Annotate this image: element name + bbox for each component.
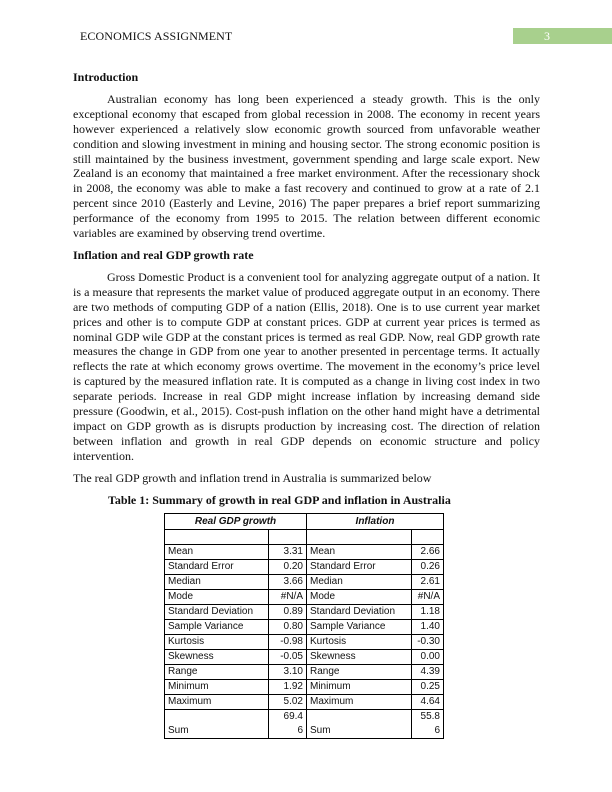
gdp-stat-value: 3.10 (269, 665, 307, 680)
gdp-stat-value: 5.02 (269, 695, 307, 710)
table-header-inflation: Inflation (307, 514, 444, 530)
gdp-stat-value: 0.89 (269, 605, 307, 620)
gdp-stat-value: 0.20 (269, 560, 307, 575)
inflation-stat-value: -0.30 (412, 635, 444, 650)
gdp-stat-label: Kurtosis (165, 635, 269, 650)
table-row (165, 650, 444, 665)
inflation-stat-value: 1.18 (412, 605, 444, 620)
gdp-stat-value: 69.46 (269, 710, 307, 739)
table-row (165, 710, 444, 739)
inflation-stat-label: Skewness (307, 650, 412, 665)
summary-line: The real GDP growth and inflation trend in Australia is summarized below (73, 470, 432, 485)
inflation-stat-label: Median (307, 575, 412, 590)
document-body (73, 70, 540, 739)
gdp-stat-label: Skewness (165, 650, 269, 665)
table-row (165, 680, 444, 695)
inflation-stat-label: Minimum (307, 680, 412, 695)
table-row (165, 665, 444, 680)
gdp-stat-label: Minimum (165, 680, 269, 695)
gdp-stat-value: 0.80 (269, 620, 307, 635)
table-row (165, 575, 444, 590)
gdp-stat-value: -0.98 (269, 635, 307, 650)
inflation-stat-label: Range (307, 665, 412, 680)
inflation-stat-value: 0.26 (412, 560, 444, 575)
gdp-stat-value: 1.92 (269, 680, 307, 695)
table-empty-row (165, 530, 444, 545)
inflation-stat-value: #N/A (412, 590, 444, 605)
table-row (165, 590, 444, 605)
table-row (165, 605, 444, 620)
inflation-stat-label: Sum (307, 710, 412, 739)
inflation-stat-value: 0.25 (412, 680, 444, 695)
running-header: ECONOMICS ASSIGNMENT (80, 29, 233, 43)
introduction-paragraph: Australian economy has long been experienced a steady growth. This is the only exceptional economy that escaped from global recession in 2008. The economy in recent years however experienced a relatively slow economic growth sourced from unfavorable weather condition and slowing investment in mining and housing sector. The strong economic position is still maintained by the business investment, government spending and large scale export. New Zealand is an economy that maintained a free market environment. After the recessionary shock in 2008, the economy was able to make a fast recovery and continued to grow at a rate of 2.1 percent since 2010 (Easterly and Levine, 2016) The paper prepares a brief report summarizing performance of the economy from 1995 to 2015. The relation between different economic variables are examined by observing trend overtime. (73, 91, 540, 241)
inflation-stat-label: Mean (307, 545, 412, 560)
inflation-stat-value: 0.00 (412, 650, 444, 665)
gdp-stat-label: Range (165, 665, 269, 680)
inflation-stat-value: 4.64 (412, 695, 444, 710)
gdp-stat-label: Mean (165, 545, 269, 560)
gdp-stat-value: 3.31 (269, 545, 307, 560)
gdp-stat-label: Sum (165, 710, 269, 739)
inflation-stat-label: Mode (307, 590, 412, 605)
gdp-stat-label: Standard Error (165, 560, 269, 575)
gdp-stat-label: Maximum (165, 695, 269, 710)
inflation-stat-label: Maximum (307, 695, 412, 710)
inflation-stat-value: 4.39 (412, 665, 444, 680)
summary-stats-table (164, 513, 444, 739)
inflation-stat-label: Standard Deviation (307, 605, 412, 620)
inflation-stat-label: Sample Variance (307, 620, 412, 635)
page-number-badge: 3 (513, 28, 612, 44)
inflation-stat-value: 55.86 (412, 710, 444, 739)
gdp-stat-value: #N/A (269, 590, 307, 605)
table-row (165, 620, 444, 635)
gdp-stat-value: -0.05 (269, 650, 307, 665)
gdp-stat-label: Standard Deviation (165, 605, 269, 620)
table-row (165, 635, 444, 650)
inflation-stat-label: Standard Error (307, 560, 412, 575)
section-heading-inflation: Inflation and real GDP growth rate (73, 247, 254, 262)
table-caption: Table 1: Summary of growth in real GDP and inflation in Australia (108, 492, 451, 507)
inflation-stat-value: 2.66 (412, 545, 444, 560)
inflation-stat-value: 2.61 (412, 575, 444, 590)
gdp-stat-value: 3.66 (269, 575, 307, 590)
table-row (165, 695, 444, 710)
gdp-stat-label: Sample Variance (165, 620, 269, 635)
table-row (165, 560, 444, 575)
gdp-stat-label: Median (165, 575, 269, 590)
table-header-real-gdp: Real GDP growth (165, 514, 307, 530)
inflation-stat-value: 1.40 (412, 620, 444, 635)
table-row (165, 545, 444, 560)
inflation-paragraph: Gross Domestic Product is a convenient tool for analyzing aggregate output of a nation. It is a measure that represents the market value of produced aggregate output in an economy. There are two methods of computing GDP of a nation (Ellis, 2018). One is to use current year market prices and other is to compute GDP at constant prices. GDP at current year prices is termed as nominal GDP wile GDP at the constant prices is termed as real GDP. Now, real GDP growth rate measures the change in GDP from one year to another presented in percentage terms. It actually reflects the rate at which economy grows overtime. The movement in the economy’s price level is captured by the measured inflation rate. It is computed as a change in living cost index in two separate periods. Increase in real GDP might increase inflation by increasing demand side pressure (Goodwin, et al., 2015). Cost-push inflation on the other hand might have a detrimental impact on GDP growth as is disrupts production by increasing cost. The direction of relation between inflation and growth in real GDP depends on economic structure and policy intervention. (73, 269, 540, 463)
inflation-stat-label: Kurtosis (307, 635, 412, 650)
gdp-stat-label: Mode (165, 590, 269, 605)
section-heading-introduction: Introduction (73, 70, 139, 84)
